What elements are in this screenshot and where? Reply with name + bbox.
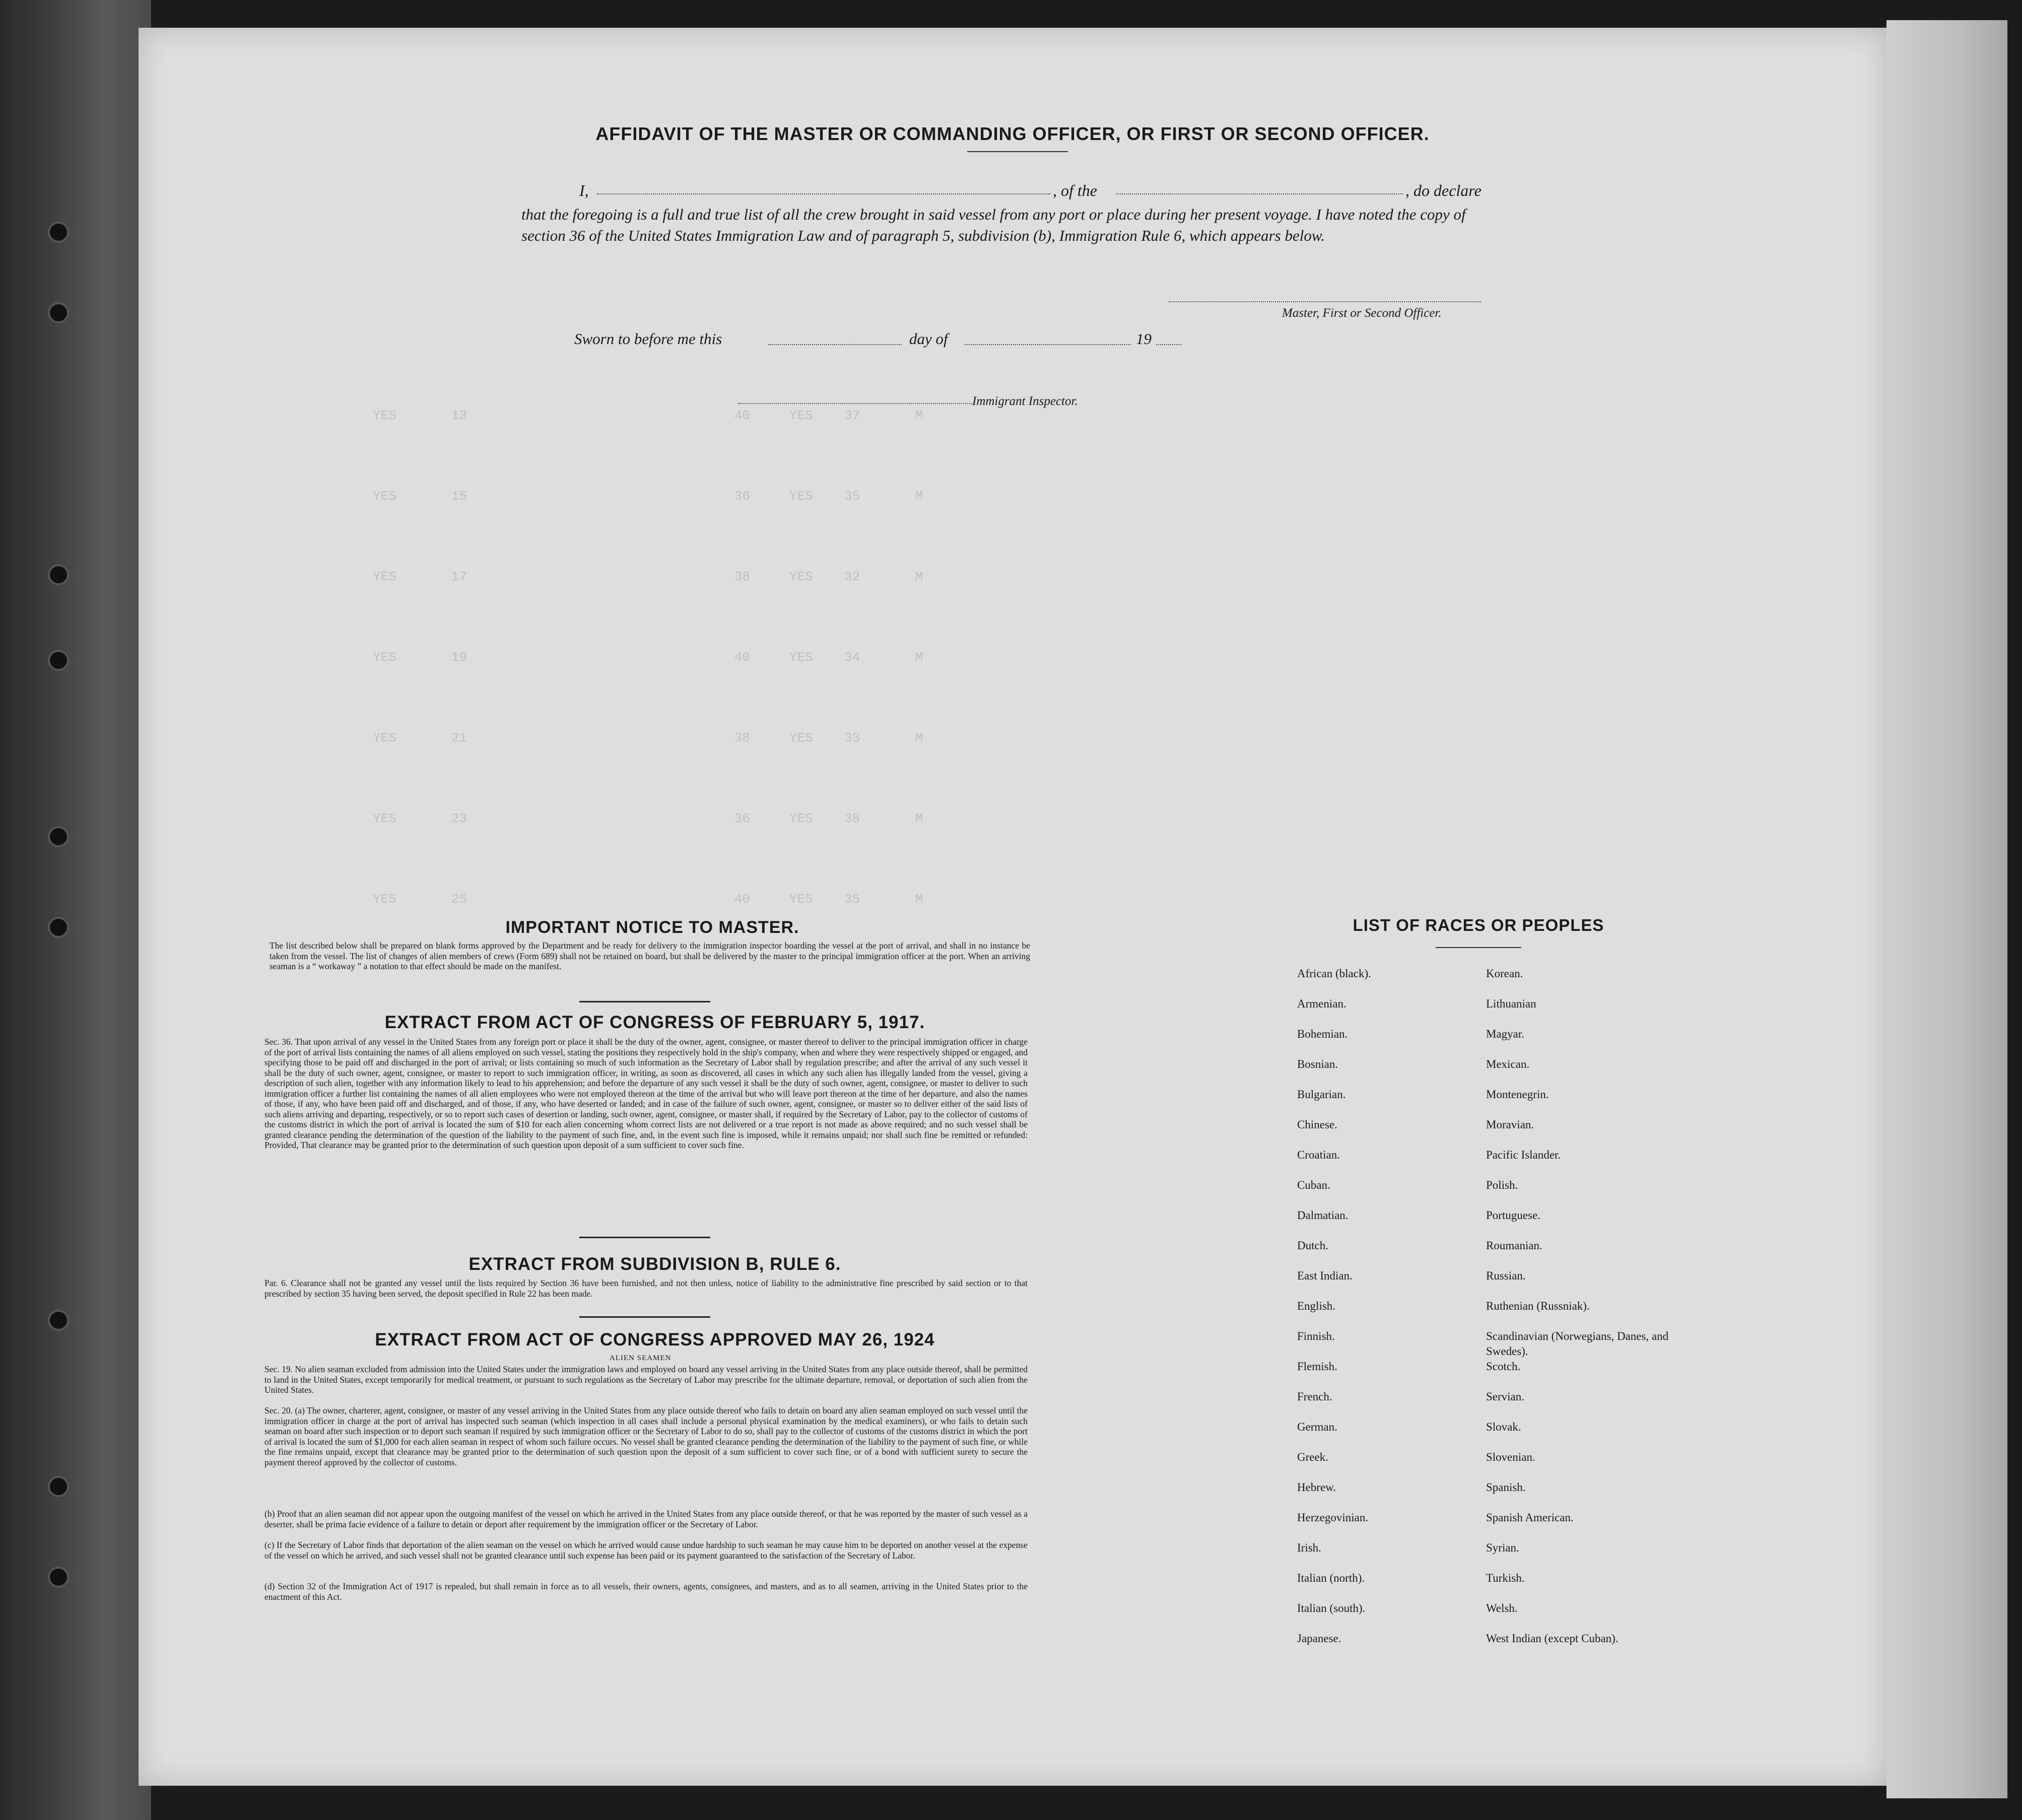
race-item: Magyar.: [1486, 1028, 1525, 1040]
alien-seamen-subtitle: ALIEN SEAMEN: [610, 1354, 671, 1362]
extract-1917-body: Sec. 36. That upon arrival of any vessel in the United States from any foreign port or place it shall be the duty of the owner, agent, consignee, or master thereof to deliver to the principal immigration officer in charge of the port of arrival lists containing the names of all aliens employed on such vessel, stating the positions they respectively hold in the ship's company, when and where they were respectively shipped or engaged, and specifying those to be paid off and discharged in the port of arrival; or lists containing so much of such information as the Secretary of Labor shall by regulation prescribe; and after the arrival of any such vessel it shall be the duty of such owner, agent, consignee, or master to report to such immigration officer, in writing, as soon as discovered, all cases in which any such alien has illegally landed from the vessel, giving a description of such alien, together with any information likely to lead to his apprehension; and before the departure of any such vessel it shall be the duty of such owner, agent, consignee, or master to deliver to such immigration officer a further list containing the names of all alien employees who were not employed thereon at the time of the arrival but who will leave port thereon at the time of her departure, and also the names of those, if any, who have been paid off and discharged, and of those, if any, who have deserted or landed; and in case of the failure of such owner, agent, consignee, or master so to deliver either of the said lists of such aliens arriving and departing, respectively, or so to report such cases of desertion or landing, such owner, agent, consignee, or master shall, if required by the Secretary of Labor, pay to the collector of customs of the customs district in which the port of arrival is located the sum of $10 for each alien concerning whom correct lists are not delivered or a true report is not made as above required; and no such vessel shall be granted clearance pending the determination of the question of the liability to the payment of such fine, and, in the event such fine is imposed, while it remains unpaid; nor shall such fine be remitted or refunded: Provided, That clearance may be granted prior to the determination of such question upon deposit of a sum sufficient to cover such fine.: [264, 1037, 1028, 1150]
race-item: Scandinavian (Norwegians, Danes, and Swedes).: [1486, 1330, 1669, 1358]
bleed-through-row: YES 19 40 YES 34 M: [373, 650, 923, 665]
underlying-page-edge: [1886, 20, 2007, 1798]
bleed-through-row: YES 23 36 YES 38 M: [373, 811, 923, 826]
scanner-frame-left: [0, 0, 151, 1820]
race-item: Cuban.: [1297, 1179, 1330, 1191]
extract-1924-sec19: Sec. 19. No alien seaman excluded from admission into the United States under the immigration laws and employed on board any vessel arriving in the United States from any place outside thereof, shall be permitted to land in the United States, except temporarily for medical treatment, or pursuant to such regulations as the Secretary of Labor may prescribe for the ultimate departure, removal, or deportation of such alien from the United States.: [264, 1364, 1028, 1395]
race-item: African (black).: [1297, 967, 1371, 980]
notice-body: The list described below shall be prepared on blank forms approved by the Department and be ready for delivery to the immigration inspector boarding the vessel at the port of arrival, and shall in no instance be taken from the vessel. The list of changes of alien members of crews (Form 689) shall not be retained on board, but shall be delivered by the master to the principal immigration officer at the port. When an arriving seaman is a “ workaway ” a notation to that effect should be made on the manifest.: [269, 940, 1030, 971]
race-item: English.: [1297, 1300, 1336, 1312]
signature-field[interactable]: [1169, 301, 1481, 302]
binder-hole: [48, 222, 69, 243]
extract-rule6-title: EXTRACT FROM SUBDIVISION B, RULE 6.: [468, 1254, 841, 1274]
race-item: Scotch.: [1486, 1360, 1521, 1373]
extract-1924-title: EXTRACT FROM ACT OF CONGRESS APPROVED MAY 26, 1924: [375, 1330, 935, 1350]
section-rule: [579, 1001, 710, 1002]
declaration-line: [521, 181, 1504, 204]
race-item: Bohemian.: [1297, 1028, 1348, 1040]
name-field[interactable]: [597, 193, 1050, 194]
race-item: Dalmatian.: [1297, 1209, 1349, 1222]
race-item: East Indian.: [1297, 1269, 1353, 1282]
race-item: Syrian.: [1486, 1541, 1519, 1554]
binder-hole: [48, 564, 69, 585]
do-declare-label: , do declare: [1405, 181, 1481, 199]
race-item: Polish.: [1486, 1179, 1518, 1191]
race-item: Welsh.: [1486, 1602, 1518, 1614]
races-column-1: [1297, 966, 1468, 1661]
extract-1924-sec20c: (c) If the Secretary of Labor finds that deportation of the alien seaman on the vessel on which he arrived would cause undue hardship to such seaman he may cause him to be deported on another vessel at the expense of the vessel on which he arrived, and such vessel shall not be granted clearance until such expense has been paid or its payment guaranteed to the satisfaction of the Secretary of Labor.: [264, 1540, 1028, 1561]
signature-label: Master, First or Second Officer.: [1282, 306, 1442, 320]
notice-title: IMPORTANT NOTICE TO MASTER.: [505, 918, 799, 937]
race-item: Moravian.: [1486, 1118, 1534, 1131]
race-item: Herzegovinian.: [1297, 1511, 1369, 1524]
binder-hole: [48, 302, 69, 323]
race-item: West Indian (except Cuban).: [1486, 1632, 1619, 1645]
race-item: Irish.: [1297, 1541, 1321, 1554]
section-rule: [579, 1316, 710, 1318]
extract-1924-sec20d: (d) Section 32 of the Immigration Act of 1917 is repealed, but shall remain in force as to all vessels, their owners, agents, consignees, and masters, and as to all seamen, arriving in the United States prior to the enactment of this Act.: [264, 1581, 1028, 1602]
bleed-through-row: YES 13 40 YES 37 M: [373, 408, 923, 423]
extract-1924-sec20b: (b) Proof that an alien seaman did not appear upon the outgoing manifest of the vessel on which he arrived in the United States from any place outside thereof, or that he was reported by the master of such vessel as a deserter, shall be prima facie evidence of a failure to detain or deport after requirement by the immigration officer or the Secretary of Labor.: [264, 1509, 1028, 1529]
race-item: Portuguese.: [1486, 1209, 1540, 1222]
bleed-through-row: YES 25 40 YES 35 M: [373, 892, 923, 907]
race-item: Turkish.: [1486, 1572, 1525, 1584]
race-item: Dutch.: [1297, 1239, 1328, 1252]
race-item: Italian (north).: [1297, 1572, 1365, 1584]
affidavit-statement: that the foregoing is a full and true list of all the crew brought in said vessel from any port or place during her present voyage. I have noted the copy of section 36 of the United States Immigration Law and of paragraph 5, subdivision (b), Immigration Rule 6, which appears below.: [521, 206, 1466, 244]
race-item: Pacific Islander.: [1486, 1149, 1561, 1161]
extract-1924-sec20a: Sec. 20. (a) The owner, charterer, agent, consignee, or master of any vessel arriving in the United States from any place outside thereof who fails to detain on board any alien seaman employed on such vessel until the immigration officer in charge at the port of arrival has inspected such seaman (which inspection in all cases shall include a personal physical examination by the medical examiners), or who fails to detain such seaman on board after such inspection or to deport such seaman if required by such immigration officer or the Secretary of Labor to do so, shall pay to the collector of customs of the customs district in which the port of arrival is located the sum of $1,000 for each alien seaman in respect of whom such failure occurs. No vessel shall be granted clearance pending the determination of the liability to the payment of such fine, or while the fine remains unpaid, except that clearance may be granted prior to the determination of such question upon the deposit of a sum sufficient to cover such fine, or of a bond with sufficient surety to secure the payment thereof approved by the collector of customs.: [264, 1405, 1028, 1467]
race-item: Spanish American.: [1486, 1511, 1574, 1524]
race-item: Mexican.: [1486, 1058, 1530, 1070]
race-item: Armenian.: [1297, 997, 1346, 1010]
inspector-label: Immigrant Inspector.: [972, 394, 1078, 408]
race-item: Bosnian.: [1297, 1058, 1338, 1070]
race-item: Chinese.: [1297, 1118, 1337, 1131]
i-label: I,: [579, 181, 589, 199]
race-item: Lithuanian: [1486, 997, 1536, 1010]
year-prefix: 19: [1136, 330, 1152, 348]
binder-hole: [48, 826, 69, 847]
race-item: Croatian.: [1297, 1149, 1340, 1161]
race-item: German.: [1297, 1421, 1337, 1433]
binder-hole: [48, 1476, 69, 1497]
section-rule: [579, 1237, 710, 1238]
race-item: Spanish.: [1486, 1481, 1526, 1494]
race-item: Bulgarian.: [1297, 1088, 1346, 1101]
race-item: Korean.: [1486, 967, 1523, 980]
race-item: French.: [1297, 1390, 1332, 1403]
race-item: Ruthenian (Russniak).: [1486, 1300, 1590, 1312]
extract-rule6-body: Par. 6. Clearance shall not be granted any vessel until the lists required by Section 36 have been furnished, and not then unless, notice of liability to the administrative fine prescribed by said section or to that prescribed by section 35 having been served, the deposit specified in Rule 22 has been made.: [264, 1278, 1028, 1299]
races-rule: [1436, 947, 1521, 948]
race-item: Slovenian.: [1486, 1451, 1535, 1463]
bleed-through-row: YES 17 38 YES 32 M: [373, 569, 923, 584]
of-the-label: , of the: [1053, 181, 1097, 199]
sworn-year-field[interactable]: [1156, 344, 1181, 345]
day-of-label: day of: [909, 330, 948, 348]
sworn-month-field[interactable]: [965, 344, 1131, 345]
sworn-label: Sworn to before me this: [574, 330, 722, 348]
race-item: Russian.: [1486, 1269, 1526, 1282]
extract-1917-title: EXTRACT FROM ACT OF CONGRESS OF FEBRUARY 5, 1917.: [384, 1013, 925, 1032]
races-column-2: [1486, 966, 1708, 1661]
races-title: LIST OF RACES OR PEOPLES: [1353, 916, 1604, 934]
race-item: Montenegrin.: [1486, 1088, 1549, 1101]
race-item: Servian.: [1486, 1390, 1525, 1403]
inspector-signature-field[interactable]: [738, 403, 972, 404]
race-item: Italian (south).: [1297, 1602, 1366, 1614]
sworn-day-field[interactable]: [768, 344, 902, 345]
race-item: Greek.: [1297, 1451, 1328, 1463]
race-item: Flemish.: [1297, 1360, 1337, 1373]
affidavit-title: AFFIDAVIT OF THE MASTER OR COMMANDING OFFICER, OR FIRST OR SECOND OFFICER.: [595, 123, 1430, 144]
title-rule: [967, 151, 1068, 152]
race-item: Hebrew.: [1297, 1481, 1336, 1494]
binder-hole: [48, 650, 69, 671]
bleed-through-row: YES 21 38 YES 33 M: [373, 730, 923, 746]
binder-hole: [48, 917, 69, 938]
binder-hole: [48, 1567, 69, 1588]
race-item: Japanese.: [1297, 1632, 1341, 1645]
bleed-through-row: YES 15 36 YES 35 M: [373, 489, 923, 504]
race-item: Roumanian.: [1486, 1239, 1542, 1252]
vessel-field[interactable]: [1116, 193, 1403, 194]
binder-hole: [48, 1310, 69, 1331]
race-item: Slovak.: [1486, 1421, 1521, 1433]
race-item: Finnish.: [1297, 1330, 1335, 1342]
